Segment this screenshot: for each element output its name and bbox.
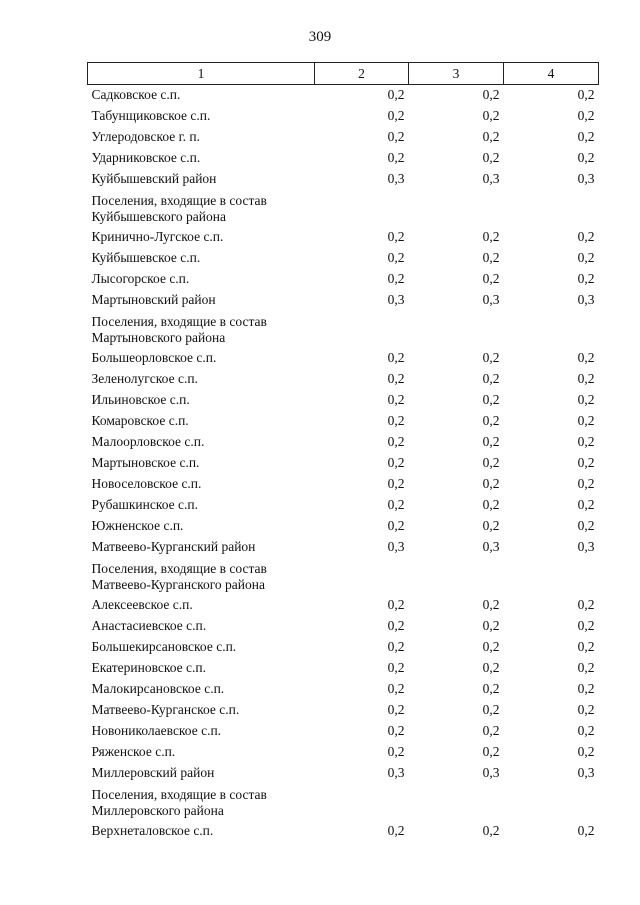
value-column-2: 0,2	[387, 349, 405, 365]
value-column-3: 0,2	[482, 87, 500, 102]
value-column-3: 0,3	[482, 764, 500, 780]
value-column-4: 0,2	[577, 433, 595, 449]
value-column-2: 0,3	[387, 291, 405, 307]
settlement-name: Мартыновское с.п.	[91, 454, 200, 470]
group-heading-label: Поселения, входящие в состав Мартыновского района	[91, 313, 267, 345]
value-column-4: 0,2	[577, 475, 595, 491]
value-column-2: 0,2	[387, 433, 405, 449]
column-header-3: 3	[409, 63, 504, 85]
settlement-name: Большеорловское с.п.	[91, 349, 217, 365]
value-column-3: 0,2	[482, 475, 500, 491]
value-column-2: 0,2	[387, 680, 405, 696]
value-column-3: 0,2	[482, 107, 500, 123]
value-column-3: 0,2	[482, 617, 500, 633]
page-number: 309	[308, 29, 332, 45]
value-column-2: 0,2	[387, 596, 405, 612]
settlement-name: Малокирсановское с.п.	[91, 680, 225, 696]
column-header-2: 2	[315, 63, 409, 85]
value-column-2: 0,2	[387, 128, 405, 144]
table-row	[88, 269, 599, 290]
table-row	[88, 495, 599, 516]
value-column-3: 0,2	[482, 391, 500, 407]
value-column-3: 0,2	[482, 433, 500, 449]
group-heading-label: Поселения, входящие в состав Матвеево-Курганского района	[91, 560, 267, 592]
value-column-2: 0,2	[387, 743, 405, 759]
value-column-2: 0,2	[387, 228, 405, 244]
table-row	[88, 169, 599, 190]
table-row	[88, 106, 599, 127]
value-column-2: 0,2	[387, 87, 405, 102]
table-row	[88, 537, 599, 558]
value-column-4: 0,3	[577, 170, 595, 186]
value-column-3: 0,2	[482, 412, 500, 428]
value-column-3: 0,3	[482, 291, 500, 307]
value-column-2	[315, 190, 409, 227]
value-column-2: 0,2	[387, 370, 405, 386]
value-column-4	[504, 190, 599, 227]
settlement-name: Матвеево-Курганский район	[91, 538, 256, 554]
settlement-name: Новониколаевское с.п.	[91, 722, 222, 738]
table-row	[88, 127, 599, 148]
settlement-name: Ряженское с.п.	[91, 743, 176, 759]
value-column-2: 0,2	[387, 107, 405, 123]
value-column-2: 0,2	[387, 412, 405, 428]
value-column-4	[504, 311, 599, 348]
value-column-2: 0,2	[387, 496, 405, 512]
value-column-4: 0,2	[577, 391, 595, 407]
group-heading-label: Поселения, входящие в состав Миллеровского района	[91, 786, 267, 818]
settlement-name: Миллеровский район	[91, 764, 215, 780]
value-column-3: 0,2	[482, 454, 500, 470]
value-column-3: 0,2	[482, 496, 500, 512]
value-column-4: 0,2	[577, 412, 595, 428]
value-column-4: 0,2	[577, 149, 595, 165]
data-table	[87, 62, 599, 842]
value-column-2: 0,3	[387, 538, 405, 554]
value-column-2: 0,2	[387, 249, 405, 265]
table-row	[88, 432, 599, 453]
settlement-name: Екатериновское с.п.	[91, 659, 206, 675]
value-column-4: 0,2	[577, 349, 595, 365]
value-column-2: 0,2	[387, 638, 405, 654]
value-column-3: 0,3	[482, 538, 500, 554]
table-row	[88, 742, 599, 763]
table-row	[88, 721, 599, 742]
settlement-name: Кринично-Лугское с.п.	[91, 228, 224, 244]
value-column-3: 0,2	[482, 349, 500, 365]
value-column-4: 0,2	[577, 228, 595, 244]
settlement-name: Анастасиевское с.п.	[91, 617, 207, 633]
column-header-4: 4	[504, 63, 599, 85]
value-column-4: 0,2	[577, 680, 595, 696]
value-column-4: 0,2	[577, 722, 595, 738]
table-row	[88, 453, 599, 474]
table-row	[88, 411, 599, 432]
settlement-name: Новоселовское с.п.	[91, 475, 202, 491]
value-column-4: 0,2	[577, 370, 595, 386]
value-column-2: 0,2	[387, 517, 405, 533]
table-row	[88, 290, 599, 311]
table-row	[88, 516, 599, 537]
value-column-2	[315, 558, 409, 595]
table-row	[88, 227, 599, 248]
value-column-3: 0,2	[482, 701, 500, 717]
group-heading-row	[88, 190, 599, 227]
table-header	[88, 63, 599, 85]
settlement-name: Углеродовское г. п.	[91, 128, 200, 144]
value-column-4: 0,2	[577, 128, 595, 144]
value-column-4: 0,2	[577, 822, 595, 838]
value-column-4: 0,3	[577, 538, 595, 554]
value-column-2: 0,3	[387, 170, 405, 186]
table-row	[88, 248, 599, 269]
value-column-3: 0,2	[482, 370, 500, 386]
settlement-name: Мартыновский район	[91, 291, 216, 307]
group-heading-row	[88, 558, 599, 595]
table-row	[88, 821, 599, 842]
settlement-name: Куйбышевское с.п.	[91, 249, 201, 265]
value-column-3: 0,2	[482, 638, 500, 654]
value-column-3: 0,2	[482, 680, 500, 696]
table-row	[88, 700, 599, 721]
table-row	[88, 763, 599, 784]
value-column-4: 0,2	[577, 743, 595, 759]
settlement-name: Большекирсановское с.п.	[91, 638, 237, 654]
table-body	[88, 85, 599, 842]
value-column-4	[504, 784, 599, 821]
settlement-name: Лысогорское с.п.	[91, 270, 190, 286]
table-row	[88, 369, 599, 390]
settlement-name: Ударниковское с.п.	[91, 149, 201, 165]
settlement-name: Зеленолугское с.п.	[91, 370, 198, 386]
value-column-3: 0,2	[482, 743, 500, 759]
table-row	[88, 85, 599, 106]
value-column-4: 0,2	[577, 701, 595, 717]
value-column-4: 0,2	[577, 596, 595, 612]
table-row	[88, 390, 599, 411]
value-column-2: 0,2	[387, 617, 405, 633]
table-row	[88, 679, 599, 700]
value-column-3: 0,2	[482, 822, 500, 838]
value-column-4: 0,2	[577, 270, 595, 286]
value-column-3	[409, 558, 504, 595]
table-row	[88, 616, 599, 637]
value-column-2: 0,2	[387, 454, 405, 470]
value-column-3: 0,2	[482, 128, 500, 144]
table-row	[88, 348, 599, 369]
value-column-2: 0,2	[387, 149, 405, 165]
value-column-3: 0,3	[482, 170, 500, 186]
column-header-1: 1	[88, 63, 315, 85]
value-column-4: 0,2	[577, 496, 595, 512]
value-column-4: 0,3	[577, 764, 595, 780]
settlement-name: Рубашкинское с.п.	[91, 496, 198, 512]
value-column-3: 0,2	[482, 228, 500, 244]
value-column-4: 0,3	[577, 291, 595, 307]
value-column-4: 0,2	[577, 517, 595, 533]
value-column-4	[504, 558, 599, 595]
settlement-name: Куйбышевский район	[91, 170, 217, 186]
value-column-2	[315, 311, 409, 348]
settlement-name: Матвеево-Курганское с.п.	[91, 701, 240, 717]
table-row	[88, 658, 599, 679]
settlement-name: Комаровское с.п.	[91, 412, 189, 428]
group-heading-row	[88, 311, 599, 348]
group-heading-row	[88, 784, 599, 821]
settlement-name: Южненское с.п.	[91, 517, 184, 533]
value-column-3	[409, 784, 504, 821]
value-column-2: 0,2	[387, 722, 405, 738]
value-column-4: 0,2	[577, 454, 595, 470]
value-column-2: 0,2	[387, 391, 405, 407]
value-column-2: 0,3	[387, 764, 405, 780]
value-column-4: 0,2	[577, 659, 595, 675]
settlement-name: Ильиновское с.п.	[91, 391, 190, 407]
settlement-name: Верхнеталовское с.п.	[91, 822, 214, 838]
value-column-3: 0,2	[482, 517, 500, 533]
value-column-4: 0,2	[577, 617, 595, 633]
value-column-3: 0,2	[482, 722, 500, 738]
value-column-4: 0,2	[577, 249, 595, 265]
value-column-3: 0,2	[482, 249, 500, 265]
settlement-name: Садковское с.п.	[91, 87, 181, 102]
value-column-4: 0,2	[577, 107, 595, 123]
value-column-2: 0,2	[387, 270, 405, 286]
table-row	[88, 637, 599, 658]
value-column-3: 0,2	[482, 149, 500, 165]
value-column-3	[409, 311, 504, 348]
value-column-3: 0,2	[482, 659, 500, 675]
table-row	[88, 148, 599, 169]
value-column-3	[409, 190, 504, 227]
value-column-3: 0,2	[482, 270, 500, 286]
settlement-name: Табунщиковское с.п.	[91, 107, 211, 123]
group-heading-label: Поселения, входящие в состав Куйбышевского района	[91, 192, 267, 224]
settlement-name: Алексеевское с.п.	[91, 596, 193, 612]
value-column-2: 0,2	[387, 475, 405, 491]
table-row	[88, 595, 599, 616]
header-row	[88, 63, 599, 85]
value-column-2: 0,2	[387, 701, 405, 717]
value-column-4: 0,2	[577, 638, 595, 654]
value-column-3: 0,2	[482, 596, 500, 612]
value-column-2	[315, 784, 409, 821]
value-column-2: 0,2	[387, 659, 405, 675]
table-row	[88, 474, 599, 495]
value-column-4: 0,2	[577, 87, 595, 102]
value-column-2: 0,2	[387, 822, 405, 838]
settlement-name: Малоорловское с.п.	[91, 433, 205, 449]
